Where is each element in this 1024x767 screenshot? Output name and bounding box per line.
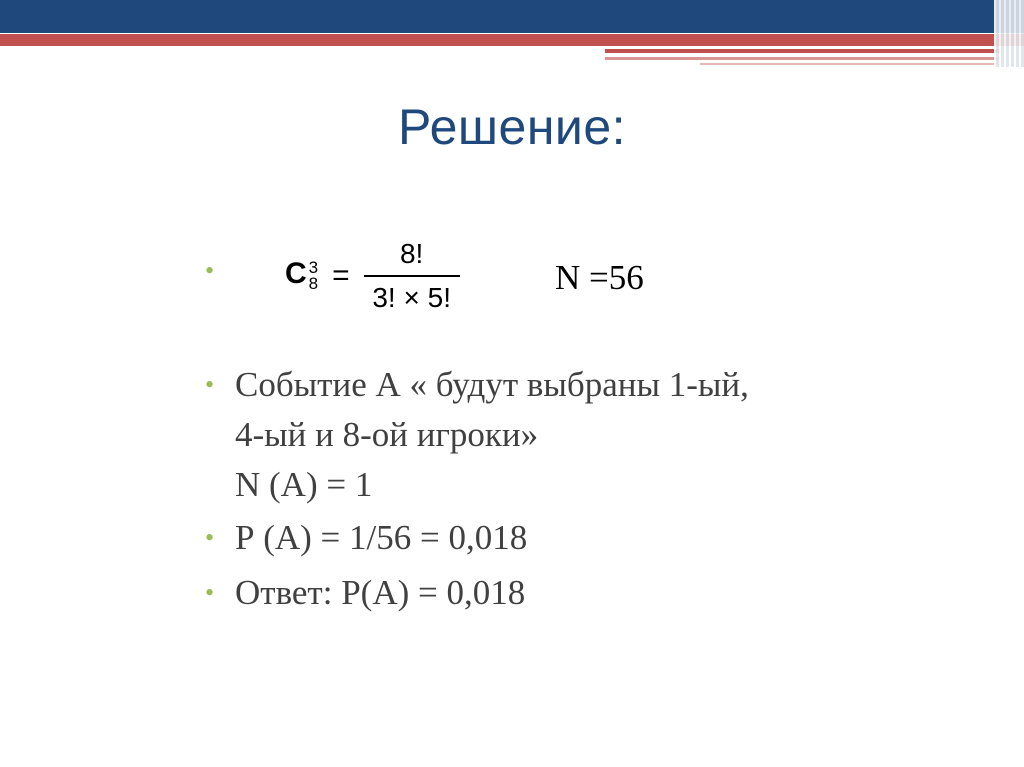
accent-line bbox=[605, 57, 1000, 60]
probability-item bbox=[205, 513, 965, 563]
formula-superscript: 3 bbox=[308, 258, 319, 277]
slide-title: Решение: bbox=[397, 99, 627, 155]
answer-text: Ответ: Р(А) = 0,018 bbox=[235, 573, 526, 612]
combination-symbol: C bbox=[285, 257, 307, 290]
top-red-bar bbox=[0, 34, 1024, 46]
event-line: 4-ый и 8-ой игроки» bbox=[235, 415, 539, 454]
probability-text: Р (А) = 1/56 = 0,018 bbox=[235, 518, 528, 557]
accent-line bbox=[605, 49, 1000, 53]
slide-content bbox=[205, 230, 965, 618]
accent-line bbox=[700, 63, 1000, 65]
bullet-icon: • bbox=[205, 523, 215, 552]
bullet-icon: • bbox=[205, 256, 215, 285]
fraction-line bbox=[364, 275, 460, 277]
event-line: Событие А « будут выбраны 1-ый, bbox=[235, 365, 749, 404]
fraction bbox=[364, 235, 460, 317]
formula-item bbox=[205, 230, 965, 325]
corner-stripes bbox=[994, 0, 1024, 67]
fraction-numerator: 8! bbox=[399, 238, 424, 269]
event-item bbox=[205, 360, 965, 510]
bullet-icon: • bbox=[205, 370, 215, 399]
favorable-outcomes: N (А) = 1 bbox=[235, 465, 373, 504]
fraction-denominator: 3! × 5! bbox=[372, 282, 451, 313]
top-blue-bar bbox=[0, 0, 1024, 33]
bullet-icon: • bbox=[205, 578, 215, 607]
formula-subscript: 8 bbox=[308, 274, 319, 293]
answer-item bbox=[205, 568, 965, 618]
combination-formula bbox=[285, 235, 460, 317]
total-outcomes: N =56 bbox=[555, 258, 644, 297]
equals-sign: = bbox=[332, 259, 350, 292]
